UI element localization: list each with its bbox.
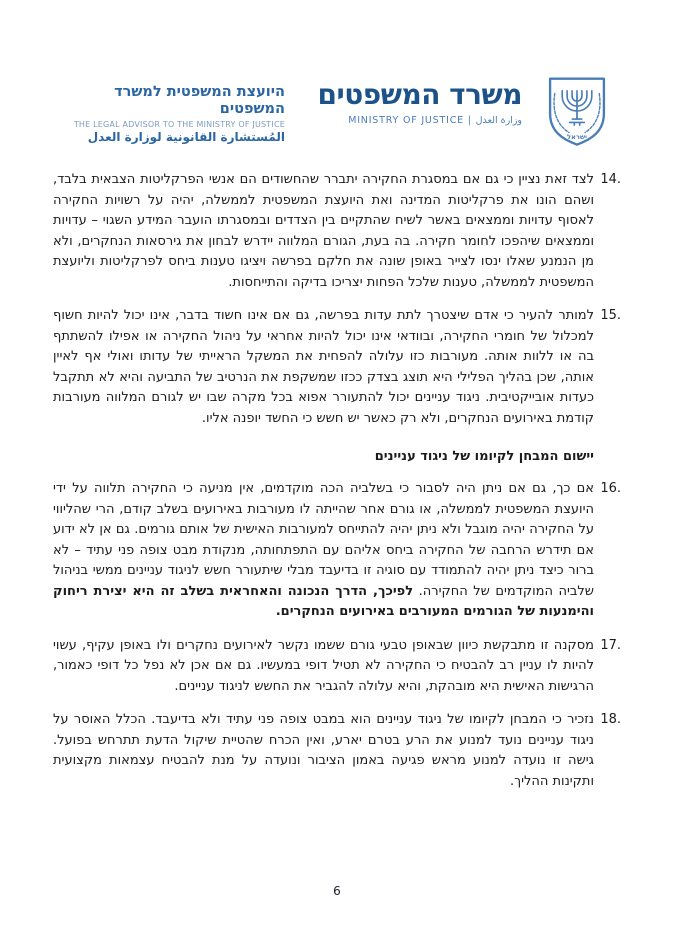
paragraph-number: 15.: [600, 308, 621, 323]
advisor-subtitle-english: THE LEGAL ADVISOR TO THE MINISTRY OF JUSTICE: [73, 120, 285, 130]
paragraph-text: מסקנה זו מתבקשת כיוון שבאופן טבעי גורם ששמו נקשר לאירועים נחקרים ולו באופן עקיף, עשוי להיות לו עניין רב להבטיח כי החקירה לא תטיל דופי במעשיו. גם אם אכן לא נפל כל דופי כאמור, הרגישות האישית היא מובהקת, והיא עלולה להגביר את החשש לניגוד עניינים.: [53, 637, 594, 694]
paragraph-number: 17.: [600, 637, 621, 653]
page-number: 6: [333, 884, 341, 898]
paragraph-text: למותר להעיר כי אדם שיצטרך לתת עדות בפרשה, גם אם אינו חשוד בדבר, אינו יכול להיות חשוף למכלול של חומרי החקירה, ובוודאי אינו יכול להיות אחראי על ניהול החקירה או אפילו להשתתף בה או ללוות אותה. מעורבות כזו עלולה להפחית את המשקל הראייתי של עדותו ואולי אף לאיין אותה, שכן בהליך הפלילי היא תוצג בצדק ככזו שמשקפת את הנרטיב של התביעה והיא לא תתקבל כעדות אובייקטיבית. ניגוד עניינים יכול להתעורר אפוא בכל מקרה שבו יש לגורם המלווה מעורבות קודמת באירועים הנחקרים, ולא רק כאשר יש חשש כי החשד יופנה אליו.: [53, 308, 594, 426]
paragraph-text: לצד זאת נציין כי גם אם במסגרת החקירה יתברר שהחשודים הם אנשי הפרקליטות הצבאית בלבד, ושהם הונו את פרקליטות המדינה ואת היועצת המשפטית לממשלה, יהיה על רשויות החקירה לאסוף עדויות וממצאים באשר לשיח שהתקיים בין הצדדים ובמסגרתו הועבר המידע השגוי – עדויות וממצאים שיהפכו לחומר חקירה. בה בעת, הגורם המלווה יידרש לבחון את גירסאות הנחקרים, ולא מן הנמנע שאלו ינסו לצייר באופן שונה את חלקם בפרשה ויציגו טענות ביחס לפרקליטות וליועצת המשפטית לממשלה, טענות שלכל הפחות יצריכו בדיקה והתייחסות.: [53, 172, 594, 290]
paragraph-18: [53, 710, 621, 792]
ministry-subtitle: MINISTRY OF JUSTICE | وزارة العدل: [348, 115, 522, 127]
advisor-title-hebrew: היועצת המשפטית למשרד המשפטים: [114, 84, 285, 117]
paragraph-16: [53, 479, 621, 623]
paragraph-text-bold: לפיכך, הדרך הנכונה והאחראית בשלב זה היא יצירת ריחוק והימנעות של הגורמים המעורבים באירועים הנחקרים.: [53, 583, 594, 619]
paragraph-17: [53, 636, 621, 698]
paragraph-text-regular: אם כך, גם אם ניתן היה לסבור כי בשלביה הכה מוקדמים, אין מניעה כי החקירה תלווה על ידי היועצת המשפטית לממשלה, או גורם אחר שהייתה לו מעורבות באירועים בשלב קודם, הרי שהליווי על החקירה יהיה מוגבל ולא ניתן יהיה להתייחס למעורבות האישית של אותם גורמים. גם אן לא ידוע אם תידרש הרחבה של החקירה ביחס אליהם עם התפתחותה, מנקודת מבט צופה פני עתיד – לא ברור כיצד ניתן יהיה להתמודד עם סוגיה זו בדיעבד מבלי שיתעורר חשש לניגוד עניינים ממשי בניהול שלביה המוקדמים של החקירה.: [53, 481, 594, 599]
ministry-title: משרד המשפטים: [317, 78, 522, 111]
paragraph-15: [53, 306, 621, 429]
paragraph-number: 14.: [600, 172, 621, 187]
paragraph-14: [53, 170, 621, 293]
paragraph-number: 16.: [600, 481, 621, 496]
ministry-block: [318, 80, 522, 126]
legal-advisor-block: [63, 84, 285, 144]
paragraph-text: [53, 479, 594, 623]
israel-state-emblem-icon: [534, 76, 620, 150]
advisor-subtitle-arabic: المُستشارة القانونية لوزارة العدل: [87, 130, 285, 145]
paragraph-number: 18.: [600, 712, 621, 727]
emblem-label-text: ישראל: [566, 133, 588, 142]
document-body: [53, 170, 621, 805]
section-heading: יישום המבחן לקיומו של ניגוד עניינים: [374, 449, 594, 464]
paragraph-text: נזכיר כי המבחן לקיומו של ניגוד עניינים הוא במבט צופה פני עתיד ולא בדיעבד. הכלל האוסר על ניגוד עניינים נועד למנוע את הרע בטרם יארע, ואין הכרח שהטיית שיקול הדעת תתרחש בפועל. גישה זו נועדה למנוע מראש פגיעה באמון הציבור ונועדה על מנת להבטיח עצמאות מקצועית ותקינות ההליך.: [53, 712, 594, 789]
